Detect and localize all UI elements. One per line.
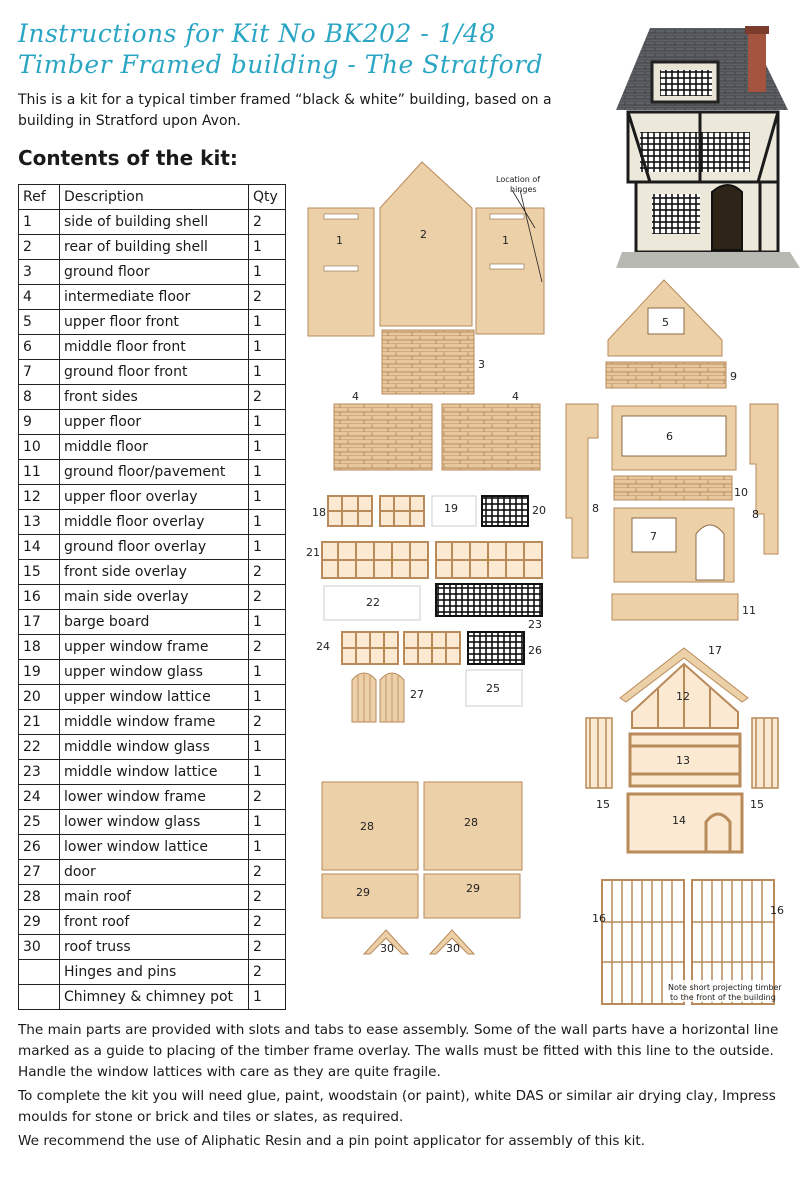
- cell-ref: 14: [19, 535, 60, 560]
- part-label-8b: 8: [752, 508, 759, 521]
- hinges-note-line-1: Location of: [496, 175, 541, 184]
- cell-qty: 1: [249, 660, 286, 685]
- cell-desc: upper window lattice: [60, 685, 249, 710]
- cell-qty: 1: [249, 985, 286, 1010]
- part-1-left: [308, 208, 374, 336]
- cell-ref: 5: [19, 310, 60, 335]
- cell-qty: 1: [249, 685, 286, 710]
- part-label-20: 20: [532, 504, 546, 517]
- cell-qty: 1: [249, 810, 286, 835]
- cell-qty: 1: [249, 260, 286, 285]
- cell-qty: 2: [249, 860, 286, 885]
- part-label-21: 21: [306, 546, 320, 559]
- cell-qty: 1: [249, 310, 286, 335]
- part-label-17: 17: [708, 644, 722, 657]
- cell-desc: Hinges and pins: [60, 960, 249, 985]
- header-ref: Ref: [19, 185, 60, 210]
- part-label-1b: 1: [502, 234, 509, 247]
- cell-desc: main roof: [60, 885, 249, 910]
- cell-qty: 2: [249, 885, 286, 910]
- cell-ref: 23: [19, 760, 60, 785]
- cell-desc: side of building shell: [60, 210, 249, 235]
- part-27-doors: [352, 673, 404, 722]
- cell-desc: middle floor: [60, 435, 249, 460]
- cell-qty: 1: [249, 610, 286, 635]
- cell-qty: 2: [249, 910, 286, 935]
- cell-qty: 2: [249, 960, 286, 985]
- part-label-1a: 1: [336, 234, 343, 247]
- part-label-4b: 4: [512, 390, 519, 403]
- part-21-window-frames: [322, 542, 542, 578]
- part-label-11: 11: [742, 604, 756, 617]
- cell-ref: 16: [19, 585, 60, 610]
- cell-desc: rear of building shell: [60, 235, 249, 260]
- cell-ref: 18: [19, 635, 60, 660]
- cell-ref: 13: [19, 510, 60, 535]
- cell-desc: front sides: [60, 385, 249, 410]
- footer-paragraph-3: We recommend the use of Aliphatic Resin and a pin point applicator for assembly of this kit.: [18, 1133, 646, 1149]
- part-label-8a: 8: [592, 502, 599, 515]
- cell-qty: 2: [249, 585, 286, 610]
- cell-qty: 2: [249, 285, 286, 310]
- cell-ref: 10: [19, 435, 60, 460]
- cell-desc: upper window glass: [60, 660, 249, 685]
- cell-desc: Chimney & chimney pot: [60, 985, 249, 1010]
- cell-qty: 1: [249, 435, 286, 460]
- part-label-15b: 15: [750, 798, 764, 811]
- cell-ref: 21: [19, 710, 60, 735]
- cell-desc: ground floor overlay: [60, 535, 249, 560]
- contents-heading: Contents of the kit:: [18, 146, 238, 170]
- part-10-middle-floor: [614, 476, 732, 500]
- cell-ref: 4: [19, 285, 60, 310]
- part-label-30b: 30: [446, 942, 460, 955]
- cell-desc: front side overlay: [60, 560, 249, 585]
- cell-ref: 7: [19, 360, 60, 385]
- part-label-13: 13: [676, 754, 690, 767]
- part-11-pavement: [612, 594, 738, 620]
- cell-desc: middle floor front: [60, 335, 249, 360]
- cell-desc: lower window lattice: [60, 835, 249, 860]
- footer-paragraph-2: To complete the kit you will need glue, paint, woodstain (or paint), white DAS or similar air drying clay, Impress moulds for stone or brick and tiles or slates, as required.: [18, 1088, 776, 1125]
- cell-ref: 8: [19, 385, 60, 410]
- cell-qty: 2: [249, 710, 286, 735]
- title-line-1: Instructions for Kit No BK202 - 1/48: [18, 19, 496, 48]
- note-line-2: to the front of the building: [670, 993, 776, 1002]
- hinges-note-line-2: hinges: [510, 185, 537, 194]
- cell-qty: 1: [249, 835, 286, 860]
- intro-text: This is a kit for a typical timber framed “black & white” building, based on a building in Stratford upon Avon.: [18, 92, 552, 129]
- cell-desc: intermediate floor: [60, 285, 249, 310]
- part-26-window-lattice: [468, 632, 524, 664]
- cell-desc: upper floor: [60, 410, 249, 435]
- part-label-23: 23: [528, 618, 542, 631]
- cell-ref: 11: [19, 460, 60, 485]
- part-label-28b: 28: [464, 816, 478, 829]
- cell-ref: 12: [19, 485, 60, 510]
- part-23-window-lattice: [436, 584, 542, 616]
- cell-qty: 2: [249, 935, 286, 960]
- part-4-right: [442, 404, 540, 470]
- part-label-29a: 29: [356, 886, 370, 899]
- header-description: Description: [60, 185, 249, 210]
- part-label-3: 3: [478, 358, 485, 371]
- footer-paragraph-1: The main parts are provided with slots and tabs to ease assembly. Some of the wall parts have a horizontal line marked as a guide to placing of the timber frame overlay. The walls must be fitted with this line to the outside. Handle the window lattices with care as they are quite fragile.: [18, 1022, 779, 1080]
- cell-ref: 27: [19, 860, 60, 885]
- cell-desc: door: [60, 860, 249, 885]
- part-4-left: [334, 404, 432, 470]
- part-label-24: 24: [316, 640, 330, 653]
- part-24-window-frames: [342, 632, 460, 664]
- cell-ref: 28: [19, 885, 60, 910]
- title-line-2: Timber Framed building - The Stratford: [18, 50, 544, 79]
- part-2-rear-shell: [380, 162, 472, 326]
- cell-ref: 6: [19, 335, 60, 360]
- part-label-14: 14: [672, 814, 686, 827]
- cell-qty: 1: [249, 735, 286, 760]
- cell-desc: middle window lattice: [60, 760, 249, 785]
- cell-desc: upper floor overlay: [60, 485, 249, 510]
- part-20-window-lattice: [482, 496, 528, 526]
- part-1-right: [476, 190, 544, 334]
- part-label-27: 27: [410, 688, 424, 701]
- part-label-28a: 28: [360, 820, 374, 833]
- part-label-29b: 29: [466, 882, 480, 895]
- footer-notes: [18, 1020, 793, 1155]
- cell-ref: 2: [19, 235, 60, 260]
- part-8-left: [566, 404, 598, 558]
- part-label-7: 7: [650, 530, 657, 543]
- part-label-12: 12: [676, 690, 690, 703]
- cell-ref: 24: [19, 785, 60, 810]
- part-29-roof-left: [322, 874, 418, 918]
- cell-ref: 19: [19, 660, 60, 685]
- cell-qty: 2: [249, 560, 286, 585]
- cell-qty: 2: [249, 385, 286, 410]
- header-qty: Qty: [249, 185, 286, 210]
- cell-desc: ground floor/pavement: [60, 460, 249, 485]
- cell-qty: 2: [249, 210, 286, 235]
- part-label-10: 10: [734, 486, 748, 499]
- cell-desc: barge board: [60, 610, 249, 635]
- part-label-5: 5: [662, 316, 669, 329]
- cell-desc: middle floor overlay: [60, 510, 249, 535]
- cell-qty: 1: [249, 760, 286, 785]
- cell-desc: middle window frame: [60, 710, 249, 735]
- cell-ref: 22: [19, 735, 60, 760]
- part-8-right: [750, 404, 778, 554]
- cell-qty: 1: [249, 235, 286, 260]
- cell-ref: 1: [19, 210, 60, 235]
- part-29-roof-right: [424, 874, 520, 918]
- part-label-4a: 4: [352, 390, 359, 403]
- cell-qty: 1: [249, 335, 286, 360]
- part-label-2: 2: [420, 228, 427, 241]
- cell-desc: lower window frame: [60, 785, 249, 810]
- part-12-17-upper-overlay: [620, 648, 748, 728]
- cell-desc: middle window glass: [60, 735, 249, 760]
- cell-ref: 15: [19, 560, 60, 585]
- cell-ref: 30: [19, 935, 60, 960]
- part-18-window-frames: [328, 496, 424, 526]
- part-label-15a: 15: [596, 798, 610, 811]
- cell-ref: 3: [19, 260, 60, 285]
- cell-qty: 2: [249, 635, 286, 660]
- part-9-upper-floor: [606, 362, 726, 388]
- cell-desc: upper floor front: [60, 310, 249, 335]
- cell-qty: 1: [249, 410, 286, 435]
- part-label-30a: 30: [380, 942, 394, 955]
- cell-desc: lower window glass: [60, 810, 249, 835]
- cell-ref: 26: [19, 835, 60, 860]
- cell-ref: 29: [19, 910, 60, 935]
- cell-desc: ground floor: [60, 260, 249, 285]
- part-label-6: 6: [666, 430, 673, 443]
- cell-desc: main side overlay: [60, 585, 249, 610]
- cell-qty: 2: [249, 785, 286, 810]
- cell-desc: upper window frame: [60, 635, 249, 660]
- part-label-25: 25: [486, 682, 500, 695]
- part-label-26: 26: [528, 644, 542, 657]
- cell-qty: 1: [249, 485, 286, 510]
- cell-qty: 1: [249, 460, 286, 485]
- building-photo: [616, 26, 800, 268]
- part-5-upper-front: [608, 280, 722, 356]
- part-3-ground-floor: [382, 330, 474, 394]
- cell-desc: front roof: [60, 910, 249, 935]
- cell-desc: roof truss: [60, 935, 249, 960]
- cell-ref: 17: [19, 610, 60, 635]
- cell-desc: ground floor front: [60, 360, 249, 385]
- part-7-ground-front: [614, 508, 734, 582]
- part-label-19: 19: [444, 502, 458, 515]
- part-label-16a: 16: [592, 912, 606, 925]
- part-label-9: 9: [730, 370, 737, 383]
- cell-ref: 25: [19, 810, 60, 835]
- part-label-16b: 16: [770, 904, 784, 917]
- note-line-1: Note short projecting timber: [668, 983, 782, 992]
- part-label-18: 18: [312, 506, 326, 519]
- cell-qty: 1: [249, 535, 286, 560]
- cell-ref: 9: [19, 410, 60, 435]
- cell-qty: 1: [249, 360, 286, 385]
- cell-qty: 1: [249, 510, 286, 535]
- part-label-22: 22: [366, 596, 380, 609]
- cell-ref: 20: [19, 685, 60, 710]
